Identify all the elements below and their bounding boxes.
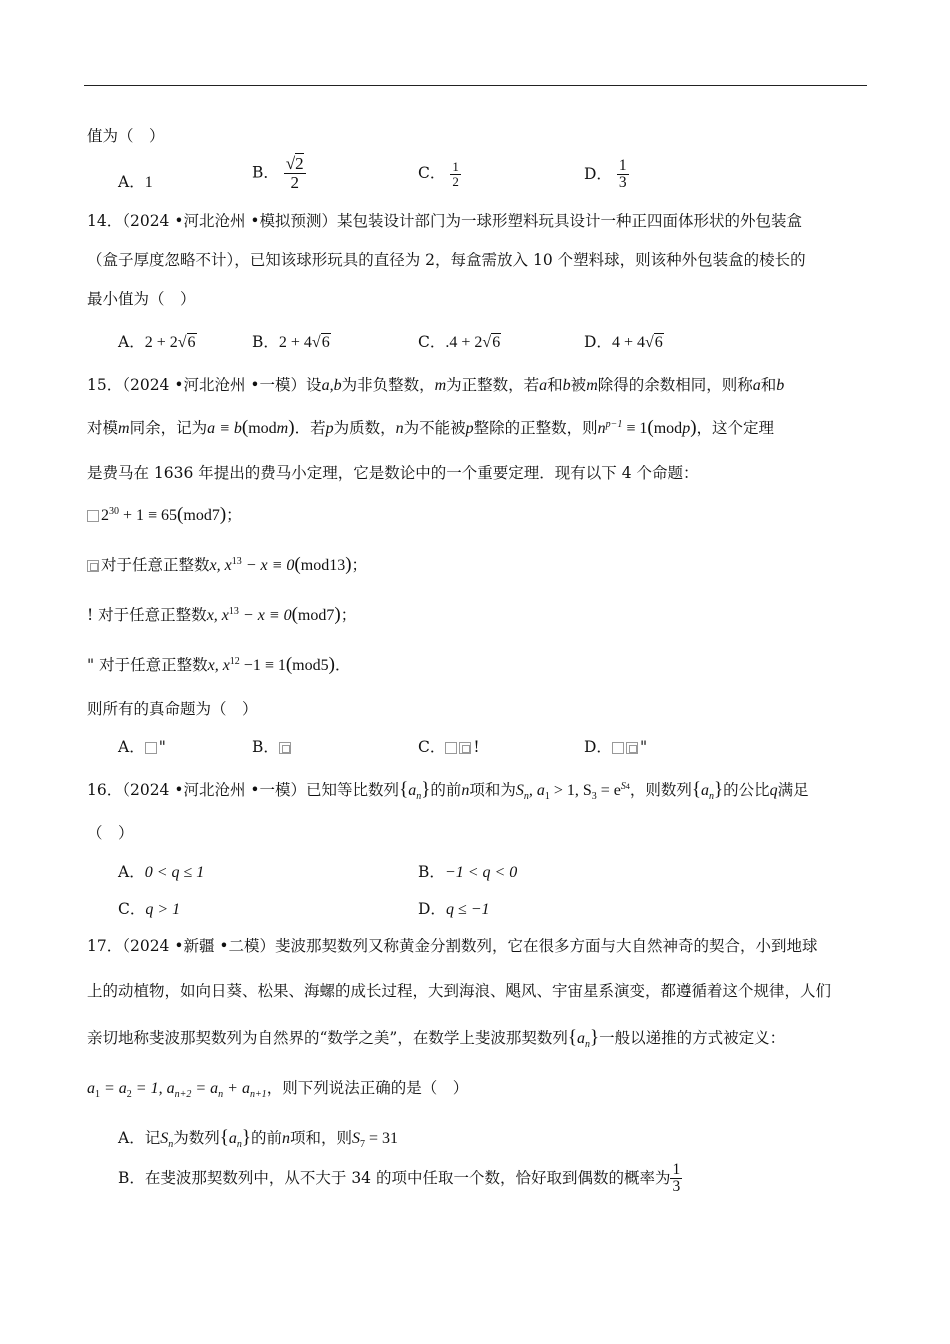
q17-option-a[interactable]: A．记$S_n$为数列$\{a_n\}$的前n项和，则$S_7 = 31$ — [118, 1127, 399, 1151]
q15-proposition-1: $2^{30} + 1 \equiv 65(mod7)$； — [87, 503, 242, 526]
q13-option-a[interactable]: A．1 — [118, 173, 153, 191]
q15-proposition-4: " 对于任意正整数x, $x^{12} -1 \equiv 1(mod5)$． — [87, 654, 351, 675]
q15-proposition-2: 对于任意正整数x, $x^{13} - x \equiv 0(mod13)$； — [87, 553, 367, 576]
q17-line4: $a_1 = a_2 = 1$, $a_{n+2} = a_n + a_{n+1}$，则下列说法正确的是（ ） — [87, 1079, 469, 1101]
q13-stem-tail: 值为（ ） — [87, 127, 165, 145]
fraction: $\frac{√2}{2}$ — [285, 154, 304, 192]
fraction: $\frac{1}{3}$ — [618, 157, 627, 192]
q14-line1: 14．（2024 •河北沧州 •模拟预测）某包装设计部门为一球形塑料玩具设计一种正四面体形状的外包装盒 — [87, 212, 803, 230]
q15-ask: 则所有的真命题为（ ） — [87, 700, 258, 718]
q15-option-c[interactable]: C． ! — [418, 738, 480, 756]
q14-option-d[interactable]: D．4 + 4√6 — [584, 333, 663, 351]
q14-option-b[interactable]: B．2 + 4√6 — [252, 333, 330, 351]
q15-line2: 对模m同余，记为a ≡ b(modm)．若p为质数，n为不能被p整除的正整数，则$n^{p-1}$ ≡ 1(modp)，这个定理 — [87, 417, 775, 438]
q15-line1: 15．（2024 •河北沧州 •一模）设a,b为非负整数，m为正整数，若a和b被m除得的余数相同，则称a和b — [87, 376, 785, 394]
q16-option-b[interactable]: B．−1 < q < 0 — [418, 863, 518, 881]
q15-line3: 是费马在 1636 年提出的费马小定理，它是数论中的一个重要定理．现有以下 4 个命题： — [87, 464, 699, 482]
q15-proposition-3: ! 对于任意正整数x, $x^{13} - x \equiv 0(mod7)$； — [87, 604, 357, 625]
q13-option-c[interactable]: C． $\frac{1}{2}$ — [418, 159, 459, 189]
q16-option-c[interactable]: C．q > 1 — [118, 900, 181, 918]
q17-option-b[interactable]: B．在斐波那契数列中，从不大于 34 的项中任取一个数，恰好取到偶数的概率为 $\frac{1}{3}$ — [118, 1161, 681, 1196]
q13-option-d[interactable]: D． $\frac{1}{3}$ — [584, 157, 627, 192]
q15-option-d[interactable]: D． " — [584, 738, 648, 756]
q15-option-b[interactable]: B． — [252, 735, 293, 757]
q16-option-a[interactable]: A．0 < q ≤ 1 — [118, 863, 205, 881]
q16-line2: （ ） — [87, 824, 134, 842]
q17-line1: 17．（2024 •新疆 •二模）斐波那契数列又称黄金分割数列，它在很多方面与大自然神奇的契合，小到地球 — [87, 937, 818, 955]
q17-line3: 亲切地称斐波那契数列为自然界的“数学之美”，在数学上斐波那契数列$\{a_n\}$一般以递推的方式被定义： — [87, 1027, 786, 1051]
q14-option-c[interactable]: C．.4 + 2√6 — [418, 333, 501, 351]
q14-line3: 最小值为（ ） — [87, 290, 196, 308]
fraction: $\frac{1}{2}$ — [452, 159, 459, 189]
q15-option-a[interactable]: A． " — [118, 738, 166, 756]
q17-line2: 上的动植物，如向日葵、松果、海螺的成长过程，大到海浪、飓风、宇宙星系演变，都遵循着这个规律，人们 — [87, 982, 832, 1000]
circle-1-icon — [87, 510, 99, 522]
q14-line2: （盒子厚度忽略不计），已知该球形玩具的直径为 2，每盒需放入 10 个塑料球，则该种外包装盒的棱长的 — [87, 251, 806, 269]
header-rule — [84, 85, 867, 86]
q14-option-a[interactable]: A．2 + 2√6 — [118, 333, 196, 351]
q16-line1: 16．（2024 •河北沧州 •一模）已知等比数列$\{a_n\}$的前n项和为$S_n$, $a_1 > 1$, $S_3 = e^{S4}$，则数列$\{a_n\}$的公比q满足 — [87, 779, 809, 803]
circle-2-icon — [87, 560, 99, 572]
q13-option-b[interactable]: B． $\frac{√2}{2}$ — [252, 154, 304, 192]
fraction: $\frac{1}{3}$ — [672, 1161, 681, 1196]
q16-option-d[interactable]: D．q ≤ −1 — [418, 900, 490, 918]
